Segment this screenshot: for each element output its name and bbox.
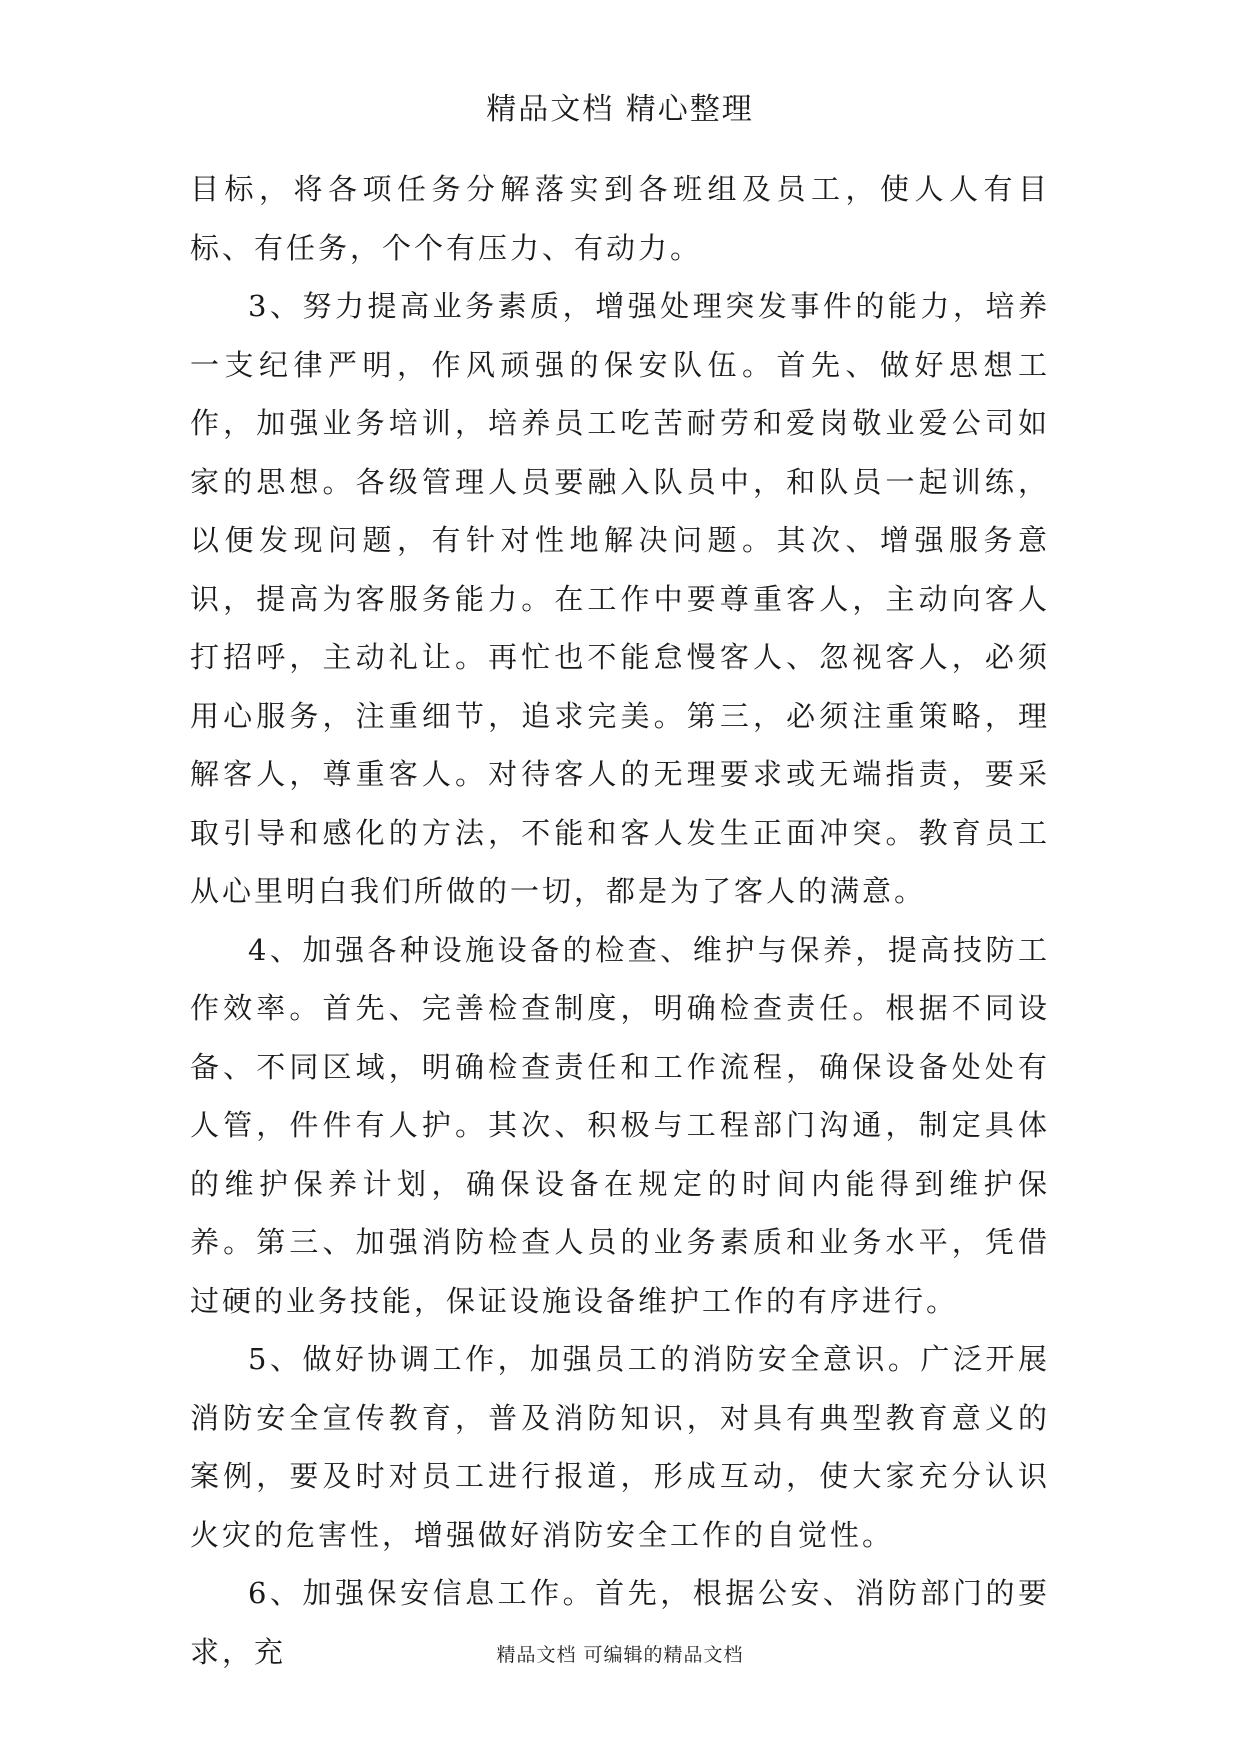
paragraph-continuation: 目标，将各项任务分解落实到各班组及员工，使人人有目标、有任务，个个有压力、有动力。 bbox=[190, 172, 1050, 265]
paragraph-item-4: 4、加强各种设施设备的检查、维护与保养，提高技防工作效率。首先、完善检查制度，明确检查责任。根据不同设备、不同区域，明确检查责任和工作流程，确保设备处处有人管，件件有人护。其次、积极与工程部门沟通，制定具体的维护保养计划，确保设备在规定的时间内能得到维护保养。第三、加强消防检查人员的业务素质和业务水平，凭借过硬的业务技能，保证设施设备维护工作的有序进行。 bbox=[190, 932, 1050, 1318]
page-footer: 精品文档 可编辑的精品文档 bbox=[496, 1644, 744, 1666]
page-header: 精品文档 精心整理 bbox=[486, 92, 754, 127]
document-body bbox=[190, 160, 1050, 1681]
paragraph-item-3: 3、努力提高业务素质，增强处理突发事件的能力，培养一支纪律严明，作风顽强的保安队伍。首先、做好思想工作，加强业务培训，培养员工吃苦耐劳和爱岗敬业爱公司如家的思想。各级管理人员要融入队员中，和队员一起训练，以便发现问题，有针对性地解决问题。其次、增强服务意识，提高为客服务能力。在工作中要尊重客人，主动向客人打招呼，主动礼让。再忙也不能怠慢客人、忽视客人，必须用心服务，注重细节，追求完美。第三，必须注重策略，理解客人，尊重客人。对待客人的无理要求或无端指责，要采取引导和感化的方法，不能和客人发生正面冲突。教育员工从心里明白我们所做的一切，都是为了客人的满意。 bbox=[190, 289, 1050, 908]
paragraph-item-5: 5、做好协调工作，加强员工的消防安全意识。广泛开展消防安全宣传教育，普及消防知识，对具有典型教育意义的案例，要及时对员工进行报道，形成互动，使大家充分认识火灾的危害性，增强做好消防安全工作的自觉性。 bbox=[190, 1342, 1050, 1552]
paragraph-item-6: 6、加强保安信息工作。首先，根据公安、消防部门的要求，充 bbox=[190, 1576, 1050, 1669]
